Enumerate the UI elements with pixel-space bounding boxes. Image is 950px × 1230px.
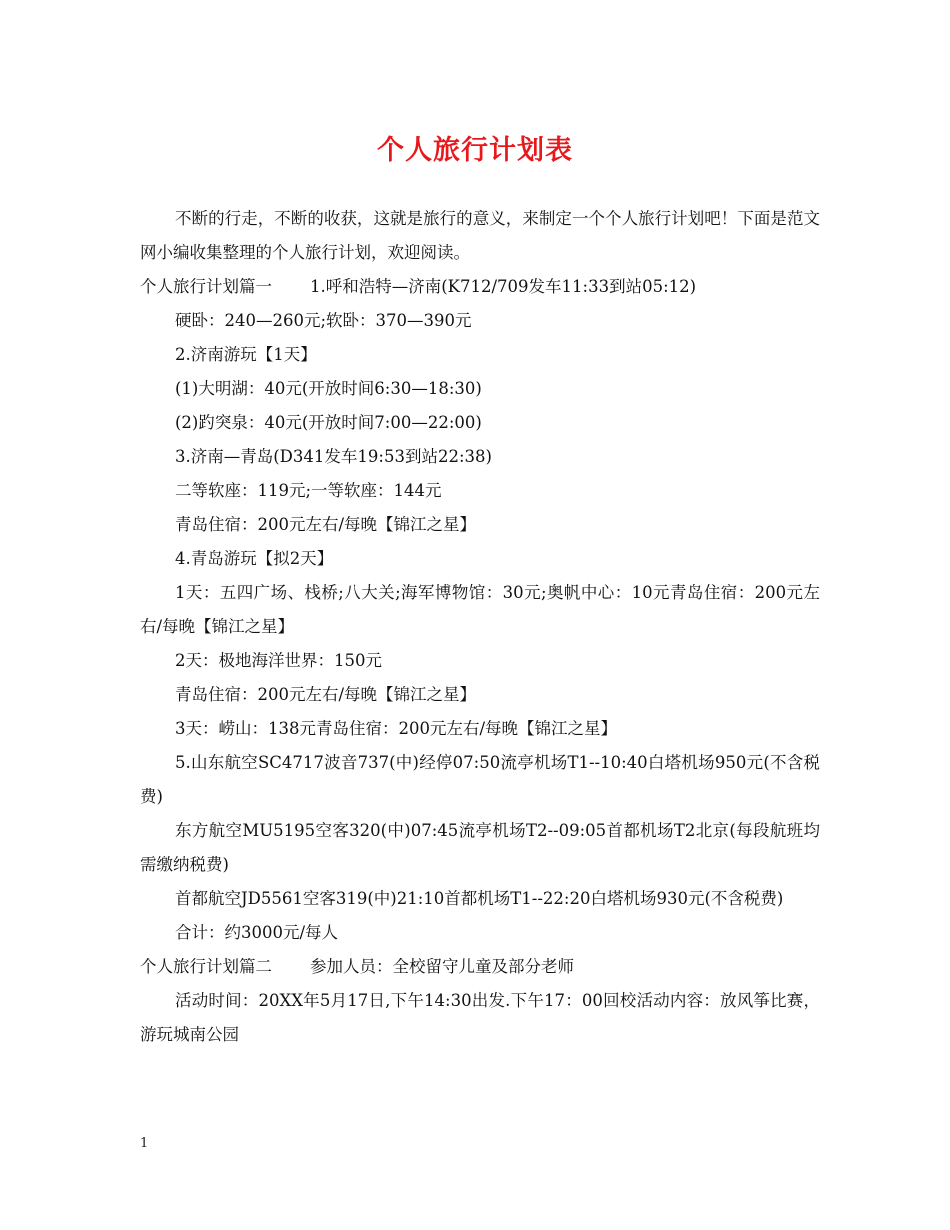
section1-first-line: 1.呼和浩特—济南(K712/709发车11:33到站05:12) <box>310 277 697 296</box>
text-line: 青岛住宿：200元左右/每晚【锦江之星】 <box>175 515 477 534</box>
page-number: 1 <box>140 1136 149 1151</box>
document-body <box>140 202 820 1052</box>
section1-heading-line <box>140 270 820 304</box>
text-line: (1)大明湖：40元(开放时间6:30—18:30) <box>175 379 482 398</box>
section1-heading: 个人旅行计划篇一 <box>140 277 272 296</box>
text-line: 青岛住宿：200元左右/每晚【锦江之星】 <box>175 685 477 704</box>
section2-heading-line <box>140 950 820 984</box>
text-line: 硬卧：240—260元;软卧：370—390元 <box>175 311 472 330</box>
text-line: 3天：崂山：138元青岛住宿：200元左右/每晚【锦江之星】 <box>175 719 618 738</box>
text-line: 4.青岛游玩【拟2天】 <box>175 549 334 568</box>
section2-first-line: 参加人员：全校留守儿童及部分老师 <box>310 957 574 976</box>
text-line: 2天：极地海洋世界：150元 <box>175 651 382 670</box>
flight3-paragraph: 首都航空JD5561空客319(中)21:10首都机场T1--22:20白塔机场930元(不含税费) <box>175 889 784 908</box>
page-title: 个人旅行计划表 <box>377 135 573 166</box>
section2-heading: 个人旅行计划篇二 <box>140 957 272 976</box>
text-line: (2)趵突泉：40元(开放时间7:00—22:00) <box>175 413 482 432</box>
flight2-paragraph: 东方航空MU5195空客320(中)07:45流亭机场T2--09:05首都机场T2北京(每段航班均需缴纳税费) <box>140 821 820 874</box>
day1-paragraph: 1天：五四广场、栈桥;八大关;海军博物馆：30元;奥帆中心：10元青岛住宿：200元左右/每晚【锦江之星】 <box>140 583 820 636</box>
activity-paragraph: 活动时间：20XX年5月17日,下午14:30出发.下午17：00回校活动内容：放风筝比赛，游玩城南公园 <box>140 991 820 1044</box>
flight1-paragraph: 5.山东航空SC4717波音737(中)经停07:50流亭机场T1--10:40白塔机场950元(不含税费) <box>140 753 820 806</box>
text-line: 3.济南—青岛(D341发车19:53到站22:38) <box>175 447 492 466</box>
intro-paragraph: 不断的行走，不断的收获，这就是旅行的意义，来制定一个个人旅行计划吧！下面是范文网小编收集整理的个人旅行计划，欢迎阅读。 <box>140 209 820 262</box>
text-line: 二等软座：119元;一等软座：144元 <box>175 481 442 500</box>
total-line: 合计：约3000元/每人 <box>175 923 339 942</box>
text-line: 2.济南游玩【1天】 <box>175 345 317 364</box>
